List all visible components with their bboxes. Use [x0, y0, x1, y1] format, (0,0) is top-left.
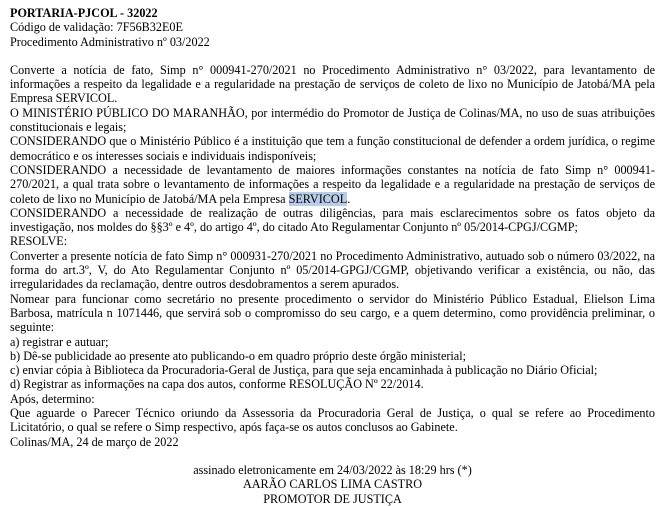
considerando-2-text: CONSIDERANDO a necessidade de levantamento de maiores informações constantes na notícia de fato Simp n° 000941-270/2021, a qual trata sobre o levantamento de informações a respeito da legalidade e a regularidade na prestação de serviços de coleto de lixo no Município de Jatobá/MA pela Empresa — [10, 162, 655, 206]
list-item: a) registrar e autuar; — [10, 334, 109, 349]
document-title: PORTARIA-PJCOL - 32022 — [10, 6, 158, 20]
aguarde-paragraph: Que aguarde o Parecer Técnico oriundo da Assessoria da Procuradoria Geral de Justiça, o qual se refere ao Procedimento Licitatório, o qual se refere o Simp respectivo, após faça-se os autos conclusos ao Gabinete. — [10, 406, 655, 435]
signature-block — [10, 463, 655, 506]
considerando-1: CONSIDERANDO que o Ministério Público é a instituição que tem a função constitucional de defender a ordem jurídica, o regime democrático e os interesses sociais e individuais indisponíveis; — [10, 134, 655, 163]
list-item: c) enviar cópia à Biblioteca da Procuradoria-Geral de Justiça, para que seja encaminhada à publicação no Diário Oficial; — [10, 363, 598, 378]
nomear-paragraph: Nomear para funcionar como secretário no presente procedimento o servidor do Ministério Público Estadual, Elielson Lima Barbosa, matrícula n 1071446, que servirá sob o compromisso do seu cargo, e a quem determino, como providência preliminar, o seguinte: — [10, 291, 655, 335]
procedure-number: Procedimento Administrativo nº 03/2022 — [10, 34, 210, 49]
signature-timestamp: assinado eletronicamente em 24/03/2022 às 18:29 hrs (*) — [193, 462, 472, 477]
list-item: d) Registrar as informações na capa dos autos, conforme RESOLUÇÃO Nº 22/2014. — [10, 377, 424, 392]
resolve-heading: RESOLVE: — [10, 234, 68, 249]
validation-code: Código de validação: 7F56B32E0E — [10, 20, 183, 35]
apos-heading: Após, determino: — [10, 391, 95, 406]
mp-paragraph: O MINISTÉRIO PÚBLICO DO MARANHÃO, por intermédio do Promotor de Justiça de Colinas/MA, no uso de suas atribuições constitucionais e legais; — [10, 105, 655, 135]
considerando-2 — [10, 163, 655, 206]
spacer — [10, 49, 655, 63]
highlighted-company: SERVICOL — [288, 191, 348, 206]
place-date: Colinas/MA, 24 de março de 2022 — [10, 434, 179, 449]
considerando-3: CONSIDERANDO a necessidade de realização de outras diligências, para mais esclarecimentos sobre os fatos objeto da investigação, nos moldes do §§3º e 4º, do artigo 4º, do citado Ato Regulamentar Conjunto nº 05/2014-CPGJ/CGMP; — [10, 205, 655, 235]
signer-role: PROMOTOR DE JUSTIÇA — [263, 491, 402, 506]
converter-paragraph: Converter a presente notícia de fato Simp n° 000931-270/2021 no Procedimento Administrativo, autuado sob o número 03/2022, na forma do art.3º, V, do Ato Regulamentar Conjunto nº 05/2014-GPGJ/CGMP, objetivando verificar a existência, ou não, das irregularidades da reclamação, dentre outros desdobramentos a serem apurados. — [10, 248, 655, 292]
intro-paragraph: Converte a notícia de fato, Simp n° 000941-270/2021 no Procedimento Administrativo n° 03/2022, para levantamento de informações a respeito da legalidade e a regularidade na prestação de serviços de coleto de lixo no Município de Jatobá/MA pela Empresa SERVICOL. — [10, 62, 655, 106]
considerando-2-end: . — [347, 191, 351, 206]
signer-name: AARÃO CARLOS LIMA CASTRO — [242, 477, 423, 492]
list-item: b) Dê-se publicidade ao presente ato publicando-o em quadro próprio deste órgão ministerial; — [10, 348, 466, 363]
